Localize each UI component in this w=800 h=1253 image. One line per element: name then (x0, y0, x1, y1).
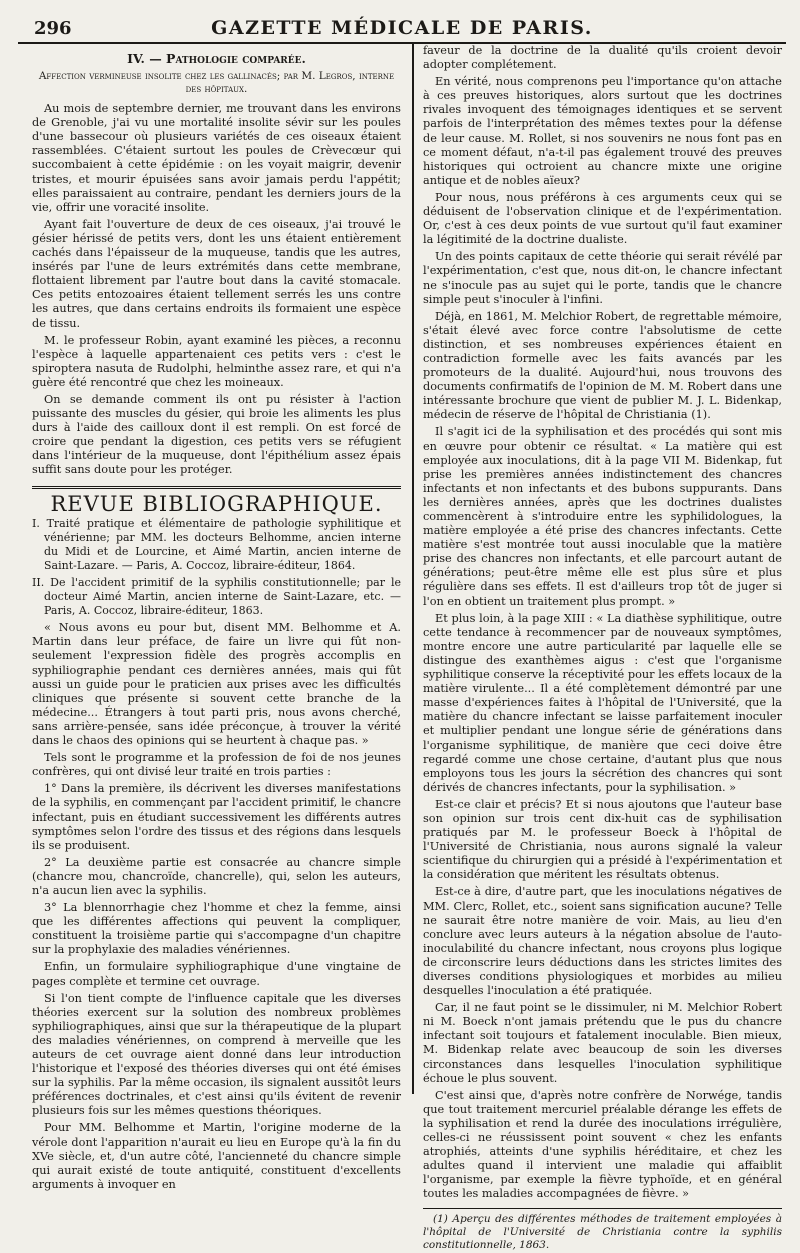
review-paragraph: Tels sont le programme et la profession de foi de nos jeunes confrères, qui ont divisé leur traité en trois parties : (32, 751, 401, 779)
article-title: Affection vermineuse insolite chez les gallinacés; par M. Legros, interne des hôpitaux. (38, 70, 395, 96)
article-paragraph: En vérité, nous comprenons peu l'importance qu'on attache à ces preuves historiques, alors surtout que les doctrines rivales invoquent des témoignages identiques et se servent parfois de l'interprétation des mêmes textes pour la défense de leur cause. M. Rollet, si nos souvenirs ne nous font pas en ce moment défaut, n'a-t-il pas également trouvé des preuves historiques qui octroient au chancre mixte une origine antique et de nobles aïeux? (422, 75, 782, 187)
article-paragraph: faveur de la doctrine de la dualité qu'ils croient devoir adopter complétement. (422, 44, 782, 72)
article-paragraph: Est-ce à dire, d'autre part, que les inoculations négatives de MM. Clerc, Rollet, etc., soient sans signification aucune? Telle ne saurait être notre manière de voir. Mais, au lieu d'en conclure avec leurs auteurs à la négation absolue de l'auto-inoculabilité du chancre infectant, nous croyons plus logique de circonscrire leurs déductions dans les strictes limites des diverses conditions physiologiques et morbides au milieu desquelles l'inoculation a été pratiquée. (422, 885, 782, 998)
article-paragraph: Au mois de septembre dernier, me trouvant dans les environs de Grenoble, j'ai vu une mortalité insolite sévir sur les poules d'une bassecour où plusieurs variétés de ces oiseaux étaient rassemblées. C'étaient surtout les poules de Crèvecœur qui succombaient à cette épidémie : on les voyait maigrir, devenir tristes, et mourir épuisées sans avoir jamais perdu l'appétit; elles paraissaient au contraire, pendant les derniers jours de la vie, offrir une voracité insolite. (32, 102, 401, 214)
page-number: 296 (34, 18, 72, 39)
review-paragraph: 3° La blennorrhagie chez l'homme et chez la femme, ainsi que les différentes affections qui peuvent la compliquer, constituent la troisième partie qui s'accompagne d'un chapitre sur la prophylaxie des maladies vénériennes. (32, 901, 401, 957)
article-paragraph: Déjà, en 1861, M. Melchior Robert, de regrettable mémoire, s'était élevé avec force contre l'absolutisme de cette distinction, et ses nombreuses expériences étaient en contradiction formelle avec les faits avancés par les promoteurs de la dualité. Aujourd'hui, nous trouvons des documents confirmatifs de l'opinion de M. M. Robert dans une intéressante brochure que vient de publier M. J. L. Bidenkap, médecin de réserve de l'hôpital de Christiania (1). (422, 309, 782, 422)
left-column (18, 44, 409, 1191)
bibliography-entry: II. De l'accident primitif de la syphilis constitutionnelle; par le docteur Aimé Martin, ancien interne de Saint-Lazare, etc. — Paris, A. Coccoz, libraire-éditeur, 1863. (32, 576, 401, 618)
article-paragraph: Est-ce clair et précis? Et si nous ajoutons que l'auteur base son opinion sur trois cent dix-huit cas de syphilisation pratiqués par M. le professeur Boeck à l'hôpital de l'Université de Christiania, nous aurons signalé la valeur scientifique du chirurgien qui a présidé à l'expérimentation et la considération que méritent les résultats obtenus. (422, 797, 782, 882)
article-paragraph: Il s'agit ici de la syphilisation et des procédés qui sont mis en œuvre pour obtenir ce résultat. « La matière qui est employée aux inoculations, dit à la page VII M. Bidenkap, fut prise les premières années indistinctement des chancres infectants et non infectants et des bubons suppurants. Dans les dernières années, après que les doctrines dualistes commencèrent à s'introduire entre les syphilidologues, la matière employée a été prise des chancres infectants. Cette matière s'est montrée tout aussi inoculable que la matière prise des chancres non infectants, et elle parcourt autant de générations; peut-être même elle est plus sûre et plus régulière dans ses effets. Il est d'ailleurs trop tôt de juger si l'on en obtient un traitement plus prompt. » (422, 425, 782, 608)
columns (18, 44, 786, 1252)
article-paragraph: M. le professeur Robin, ayant examiné les pièces, a reconnu l'espèce à laquelle appartenaient ces petits vers : c'est le spiroptera nasuta de Rudolphi, helminthe assez rare, et qui n'a guère été rencontré que chez les moineaux. (32, 333, 401, 389)
bibliography-entry: I. Traité pratique et élémentaire de pathologie syphilitique et vénérienne; par MM. les docteurs Belhomme, ancien interne du Midi et de Lourcine, et Aimé Martin, ancien interne de Saint-Lazare. — Paris, A. Coccoz, libraire-éditeur, 1864. (32, 516, 401, 572)
article-paragraph: C'est ainsi que, d'après notre confrère de Norwége, tandis que tout traitement mercuriel préalable dérange les effets de la syphilisation et rend la durée des inoculations irrégulière, celles-ci ne réussissent point souvent « chez les enfants atrophiés, atteints d'une syphilis héréditaire, et chez les adultes quand il intervient une maladie qui affaiblit l'organisme, par exemple la fièvre typhoïde, et en général toutes les maladies accompagnées de fièvre. » (422, 1088, 782, 1201)
revue-title: REVUE BIBLIOGRAPHIQUE. (50, 491, 383, 516)
review-paragraph: 1° Dans la première, ils décrivent les diverses manifestations de la syphilis, en commençant par l'accident primitif, le chancre infectant, puis en étudiant successivement les différents autres symptômes selon l'ordre des tissus et des régions dans lesquels ils se produisent. (32, 782, 401, 852)
column-divider (412, 44, 414, 1094)
review-paragraph: « Nous avons eu pour but, disent MM. Belhomme et A. Martin dans leur préface, de faire un livre qui fût non-seulement l'expression fidèle des progrès accomplis en syphiliographie pendant ces dernières années, mais qui fût aussi un guide pour le praticien aux prises avec les difficultés cliniques que présente si souvent cette branche de la médecine... Étrangers à tout parti pris, nous avons cherché, sans arrière-pensée, sans idée préconçue, à trouver la vérité dans le chaos des opinions qui se heurtent à chaque pas. » (32, 621, 401, 748)
right-column (417, 44, 786, 1252)
journal-title: GAZETTE MÉDICALE DE PARIS. (211, 17, 593, 39)
article-paragraph: Car, il ne faut point se le dissimuler, ni M. Melchior Robert ni M. Boeck n'ont jamais prétendu que le pus du chancre infectant soit toujours et fatalement inoculable. Bien mieux, M. Bidenkap relate avec beaucoup de soin les diverses circonstances dans lesquelles l'inoculation syphilitique échoue le plus souvent. (422, 1001, 782, 1085)
review-paragraph: Enfin, un formulaire syphiliographique d'une vingtaine de pages complète et termine cet ouvrage. (32, 960, 401, 988)
article-paragraph: Un des points capitaux de cette théorie qui serait révélé par l'expérimentation, c'est que, nous dit-on, le chancre infectant ne s'inocule pas au sujet qui le porte, tandis que le chancre simple peut s'inoculer à l'infini. (422, 250, 782, 306)
review-paragraph: Pour MM. Belhomme et Martin, l'origine moderne de la vérole dont l'apparition n'aurait eu lieu en Europe qu'à la fin du XVe siècle, et, d'un autre côté, l'ancienneté du chancre simple qui aurait existé de toute antiquité, constituent d'excellents arguments à invoquer en (32, 1121, 401, 1191)
page-header (18, 12, 786, 44)
article-paragraph: Pour nous, nous préférons à ces arguments ceux qui se déduisent de l'observation clinique et de l'expérimentation. Or, c'est à ces deux points de vue surtout qu'il faut examiner la légitimité de la doctrine dualiste. (422, 190, 782, 247)
review-paragraph: Si l'on tient compte de l'influence capitale que les diverses théories exercent sur la solution des nombreux problèmes syphiliographiques, ainsi que sur la thérapeutique de la plupart des maladies vénériennes, on comprend à merveille que les auteurs de cet ouvrage aient donné dans leur introduction l'historique et l'exposé des théories diverses qui ont été émises sur la syphilis. Par la même occasion, ils signalent aussitôt leurs préférences doctrinales, et c'est ainsi qu'ils évitent de revenir plusieurs fois sur les mêmes questions théoriques. (32, 991, 401, 1118)
review-paragraph: 2° La deuxième partie est consacrée au chancre simple (chancre mou, chancroïde, chancrelle), qui, selon les auteurs, n'a aucun lien avec la syphilis. (32, 855, 401, 897)
footnote-divider (423, 1208, 782, 1209)
article-paragraph: On se demande comment ils ont pu résister à l'action puissante des muscles du gésier, qui broie les aliments les plus durs à l'aide des cailloux dont il est rempli. On est forcé de croire que pendant la digestion, ces petits vers se réfugient dans l'intérieur de la muqueuse, dont l'épithélium assez épais suffit sans doute pour les protéger. (32, 392, 401, 477)
footnote: (1) Aperçu des différentes méthodes de traitement employées à l'hôpital de l'Université de Christiania contre la syphilis constitutionnelle, 1863. (422, 1212, 782, 1252)
article-paragraph: Ayant fait l'ouverture de deux de ces oiseaux, j'ai trouvé le gésier hérissé de petits vers, dont les uns étaient entièrement cachés dans l'épaisseur de la muqueuse, tandis que les autres, insérés par l'une de leurs extrémités dans cette membrane, flottaient librement par l'autre bout dans la cavité stomacale. Ces petits entozoaires étaient tellement serrés les uns contre les autres, que dans certains endroits ils formaient une espèce de tissu. (32, 217, 401, 330)
section-heading: IV. — Pathologie comparée. (127, 51, 306, 66)
section-divider (32, 486, 401, 489)
article-paragraph: Et plus loin, à la page XIII : « La diathèse syphilitique, outre cette tendance à recommencer par de nouveaux symptômes, montre encore une autre particularité par laquelle elle se distingue des exanthèmes aigus : c'est que l'organisme syphilitique conserve la réceptivité pour les effets locaux de la matière virulente... Il a été complètement démontré par une masse d'expériences faites à l'hôpital de l'Université, que la matière du chancre infectant se laisse parfaitement inoculer et multiplier pendant une longue série de générations dans l'organisme syphilitique, de manière que ceci doive être regardé comme une chose certaine, d'autant plus que nous employons tous les jours la sécrétion des chancres qui sont dérivés de chancres infectants, pour la syphilisation. » (422, 611, 782, 794)
